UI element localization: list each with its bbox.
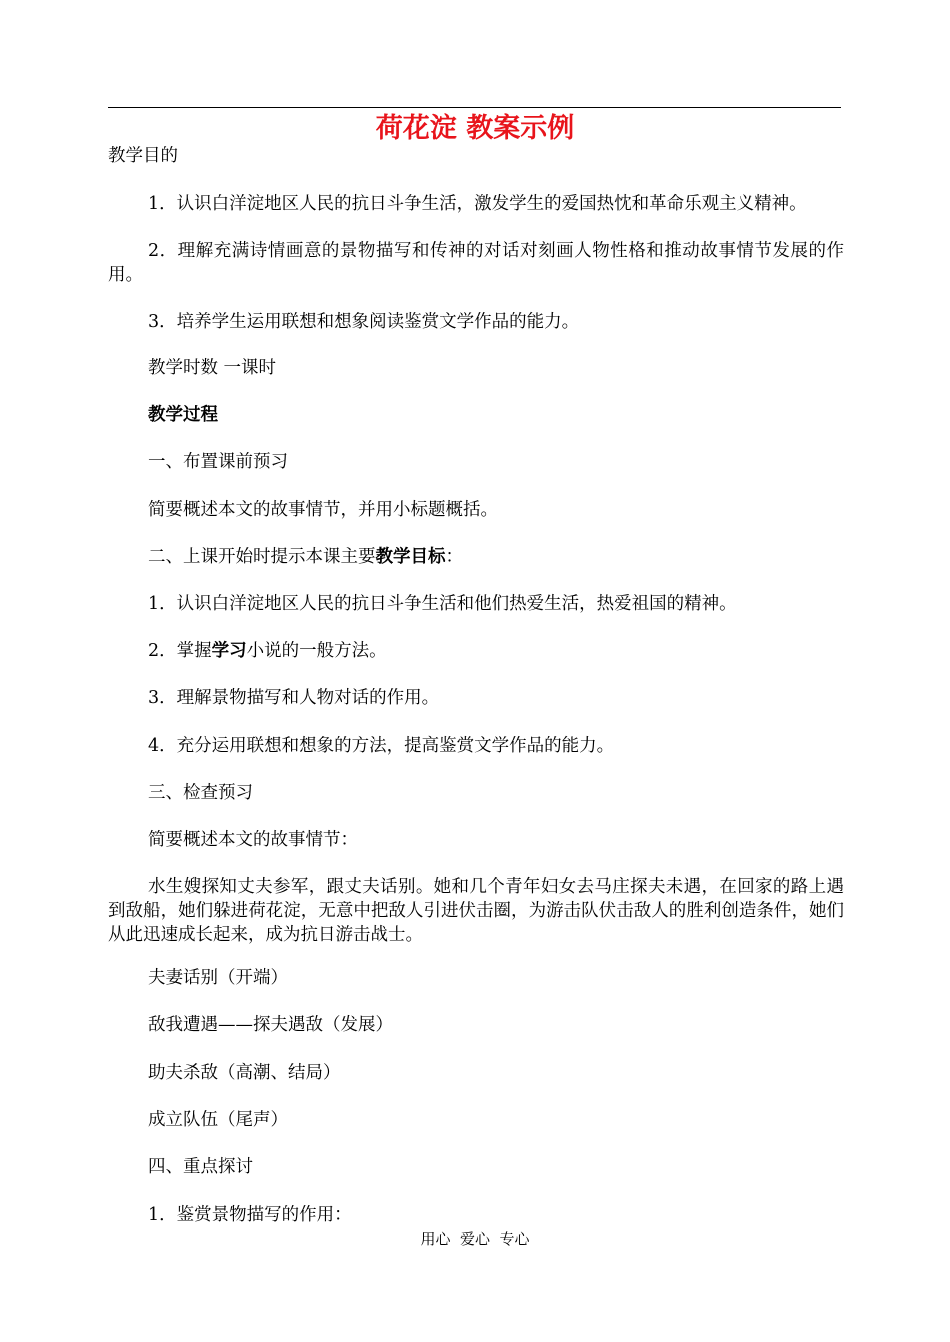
step-2-suffix: ： (445, 547, 463, 567)
goal-2-prefix: 2．掌握 (148, 641, 212, 661)
top-rule (108, 107, 841, 108)
goal-2 (148, 639, 387, 663)
objectives-heading: 教学目的 (108, 146, 178, 166)
step-1-text: 简要概述本文的故事情节，并用小标题概括。 (148, 500, 498, 520)
story-summary: 水生嫂探知丈夫参军，跟丈夫话别。她和几个青年妇女去马庄探夫未遇，在回家的路上遇到敌船，她们躲进荷花淀，无意中把敌人引进伏击圈，为游击队伏击敌人的胜利创造条件，她们从此迅速成长起来，成为抗日游击战士。 (108, 877, 844, 945)
document-title: 荷花淀 教案示例 (375, 113, 575, 144)
step-4-item-1: 1．鉴赏景物描写的作用： (148, 1205, 352, 1225)
objective-1: 1．认识白洋淀地区人民的抗日斗争生活，激发学生的爱国热忱和革命乐观主义精神。 (148, 194, 807, 214)
goal-2-bold: 学习 (211, 641, 247, 661)
process-heading: 教学过程 (148, 405, 218, 425)
step-2-bold: 教学目标 (375, 547, 446, 567)
step-2-heading (148, 545, 463, 569)
step-3-text: 简要概述本文的故事情节： (148, 830, 358, 850)
outline-item-2: 敌我遭遇——探夫遇敌（发展） (148, 1015, 393, 1035)
step-1-heading: 一、布置课前预习 (148, 452, 288, 472)
outline-item-1: 夫妻话别（开端） (148, 968, 288, 988)
class-hours: 教学时数 一课时 (148, 358, 277, 378)
objective-2: 2．理解充满诗情画意的景物描写和传神的对话对刻画人物性格和推动故事情节发展的作用。 (108, 241, 844, 285)
step-2-prefix: 二、上课开始时提示本课主要 (148, 547, 376, 567)
step-3-heading: 三、检查预习 (148, 783, 253, 803)
goal-2-suffix: 小说的一般方法。 (246, 641, 387, 661)
outline-item-4: 成立队伍（尾声） (148, 1110, 288, 1130)
objective-3: 3．培养学生运用联想和想象阅读鉴赏文学作品的能力。 (148, 312, 580, 332)
step-4-heading: 四、重点探讨 (148, 1157, 253, 1177)
goal-1: 1．认识白洋淀地区人民的抗日斗争生活和他们热爱生活，热爱祖国的精神。 (148, 594, 737, 614)
outline-item-3: 助夫杀敌（高潮、结局） (148, 1063, 341, 1083)
goal-3: 3．理解景物描写和人物对话的作用。 (148, 688, 440, 708)
page-footer: 用心 爱心 专心 (420, 1230, 530, 1248)
goal-4: 4．充分运用联想和想象的方法，提高鉴赏文学作品的能力。 (148, 736, 615, 756)
